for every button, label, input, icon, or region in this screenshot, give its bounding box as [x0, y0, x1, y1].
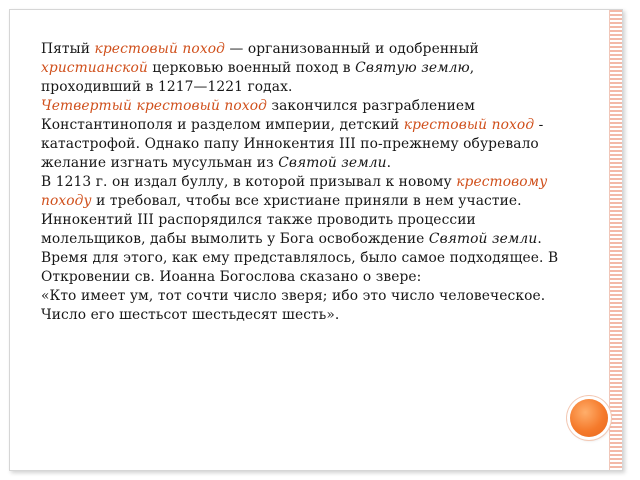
paragraph-6 — [41, 287, 576, 325]
paragraph-3 — [41, 173, 576, 211]
text-segment: — организованный и одобренный — [224, 41, 479, 57]
text-segment: Пятый — [41, 41, 95, 57]
hyperlink-crusade[interactable]: крестовому походу — [41, 174, 548, 209]
text-segment: . — [386, 155, 392, 171]
hyperlink-crusade[interactable]: крестовый поход — [403, 117, 535, 133]
text-segment: . — [537, 231, 542, 247]
decorative-stripe — [609, 10, 622, 470]
paragraph-2 — [41, 97, 576, 173]
paragraph-5 — [41, 249, 576, 287]
quote-text: «Кто имеет ум, тот сочти число зверя; ибо это число человеческое. Число его шестьсот шестьдесят шесть». — [41, 288, 546, 323]
italic-holy-land: Святую землю — [355, 60, 470, 76]
hyperlink-christian[interactable]: христианской — [41, 60, 148, 76]
orange-circle-icon — [570, 399, 608, 437]
text-segment: церковью военный поход в — [147, 60, 356, 76]
text-segment: Время для этого, как ему представлялось, было самое подходящее. В Откровении св. Иоанна Богослова сказано о звере: — [41, 250, 559, 285]
paragraph-4 — [41, 211, 576, 249]
paragraph-1 — [41, 40, 576, 97]
italic-holy-land: Святой земли — [428, 231, 538, 247]
hyperlink-fourth-crusade[interactable]: Четвертый крестовый поход — [41, 98, 267, 114]
text-segment: В 1213 г. он издал буллу, в которой призывал к новому — [41, 174, 457, 190]
hyperlink-crusade[interactable]: крестовый поход — [94, 41, 225, 57]
text-segment: и требовал, чтобы все христиане приняли в нем участие. — [91, 193, 522, 209]
text-segment: Иннокентий III распорядился также проводить процессии молельщиков, дабы вымолить у Бога освобождение — [41, 212, 476, 247]
text-segment: , проходивший в 1217—1221 годах. — [41, 60, 475, 95]
text-segment: закончился разграблением Константинополя и разделом империи, детский — [41, 98, 476, 133]
text-segment: - катастрофой. Однако папу Иннокентия III по-прежнему обуревало желание изгнать мусульман из — [41, 117, 544, 171]
italic-holy-land: Святой земли — [278, 155, 387, 171]
slide-body-text — [41, 40, 576, 325]
